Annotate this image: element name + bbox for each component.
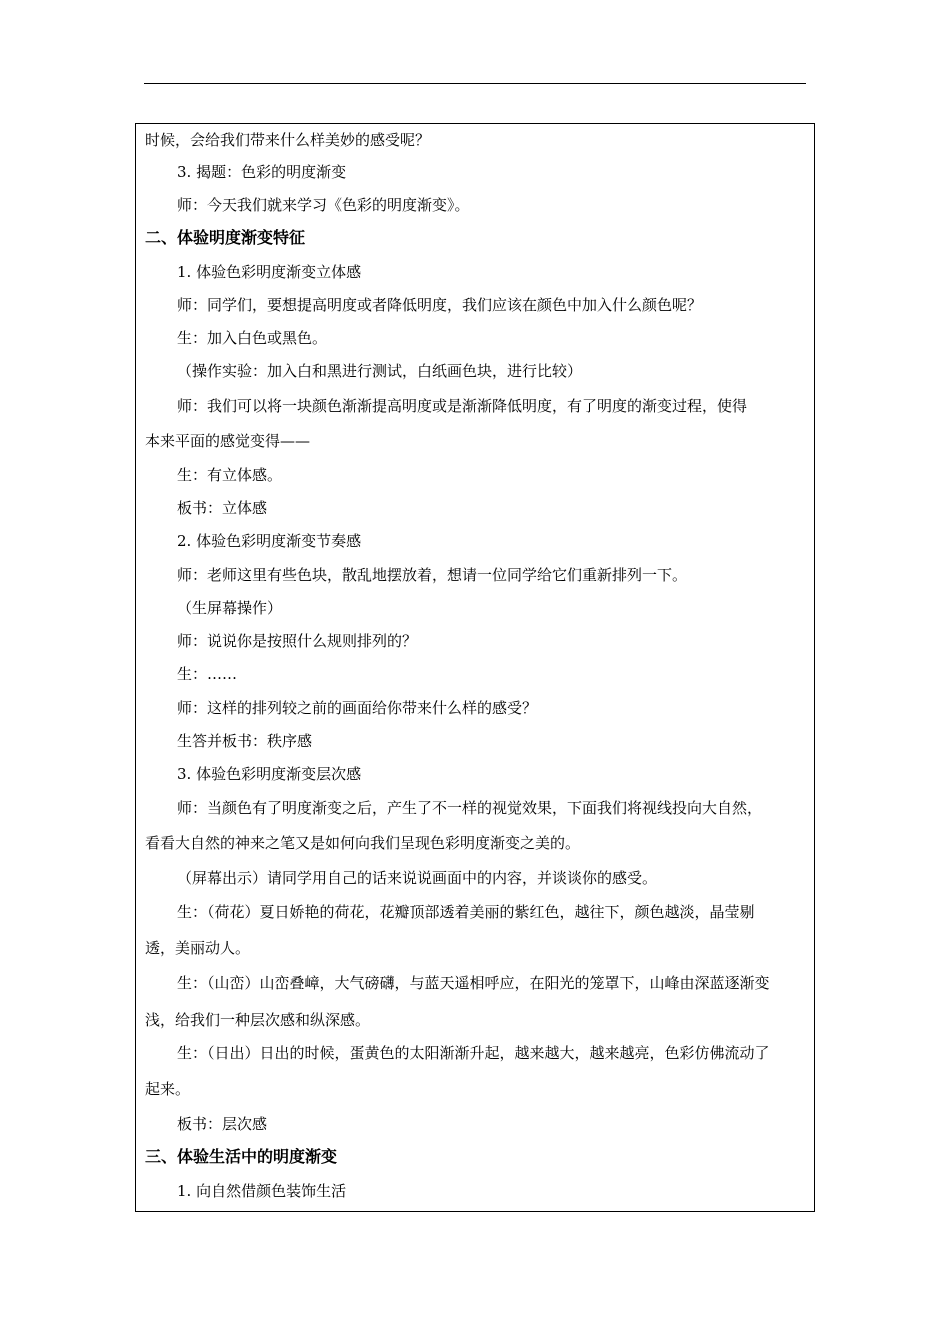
text-line: 本来平面的感觉变得—— — [145, 432, 311, 450]
section-heading: 三、体验生活中的明度渐变 — [145, 1147, 338, 1166]
text-line: （操作实验：加入白和黑进行测试，白纸画色块，进行比较） — [177, 362, 583, 380]
text-line: 1. 体验色彩明度渐变立体感 — [177, 263, 362, 281]
text-line: （生屏幕操作） — [177, 599, 283, 617]
header-rule — [144, 83, 806, 84]
text-line: 生：（山峦）山峦叠嶂，大气磅礴，与蓝天遥相呼应，在阳光的笼罩下，山峰由深蓝逐渐变 — [177, 974, 770, 992]
text-line: 生答并板书：秩序感 — [177, 732, 313, 750]
text-line: 师：同学们，要想提高明度或者降低明度，我们应该在颜色中加入什么颜色呢？ — [177, 296, 703, 314]
text-line: 师：老师这里有些色块，散乱地摆放着，想请一位同学给它们重新排列一下。 — [177, 566, 688, 584]
text-line: 生：有立体感。 — [177, 466, 283, 484]
text-line: 3. 体验色彩明度渐变层次感 — [177, 765, 362, 783]
text-line: 师：我们可以将一块颜色渐渐提高明度或是渐渐降低明度，有了明度的渐变过程，使得 — [177, 397, 748, 415]
text-line: （屏幕出示）请同学用自己的话来说说画面中的内容，并谈谈你的感受。 — [177, 869, 658, 887]
text-line: 师：今天我们就来学习《色彩的明度渐变》。 — [177, 196, 470, 214]
text-line: 透，美丽动人。 — [145, 939, 251, 957]
text-line: 板书：层次感 — [177, 1115, 268, 1133]
text-line: 生：加入白色或黑色。 — [177, 329, 328, 347]
text-line: 1. 向自然借颜色装饰生活 — [177, 1182, 347, 1200]
text-line: 2. 体验色彩明度渐变节奏感 — [177, 532, 362, 550]
text-line: 看看大自然的神来之笔又是如何向我们呈现色彩明度渐变之美的。 — [145, 834, 581, 852]
text-line: 浅，给我们一种层次感和纵深感。 — [145, 1011, 371, 1029]
text-line: 生：（日出）日出的时候，蛋黄色的太阳渐渐升起，越来越大，越来越亮，色彩仿佛流动了 — [177, 1044, 770, 1062]
text-line: 起来。 — [145, 1080, 191, 1098]
text-line: 时候，会给我们带来什么样美妙的感受呢？ — [145, 131, 431, 149]
section-heading: 二、体验明度渐变特征 — [145, 228, 306, 247]
text-line: 3. 揭题：色彩的明度渐变 — [177, 163, 347, 181]
text-line: 生：…… — [177, 665, 238, 683]
text-line: 师：当颜色有了明度渐变之后，产生了不一样的视觉效果，下面我们将视线投向大自然， — [177, 799, 763, 817]
text-line: 生：（荷花）夏日娇艳的荷花，花瓣顶部透着美丽的紫红色，越往下，颜色越淡，晶莹剔 — [177, 903, 755, 921]
text-line: 师：说说你是按照什么规则排列的？ — [177, 632, 418, 650]
text-line: 师：这样的排列较之前的画面给你带来什么样的感受？ — [177, 699, 538, 717]
text-line: 板书：立体感 — [177, 499, 268, 517]
